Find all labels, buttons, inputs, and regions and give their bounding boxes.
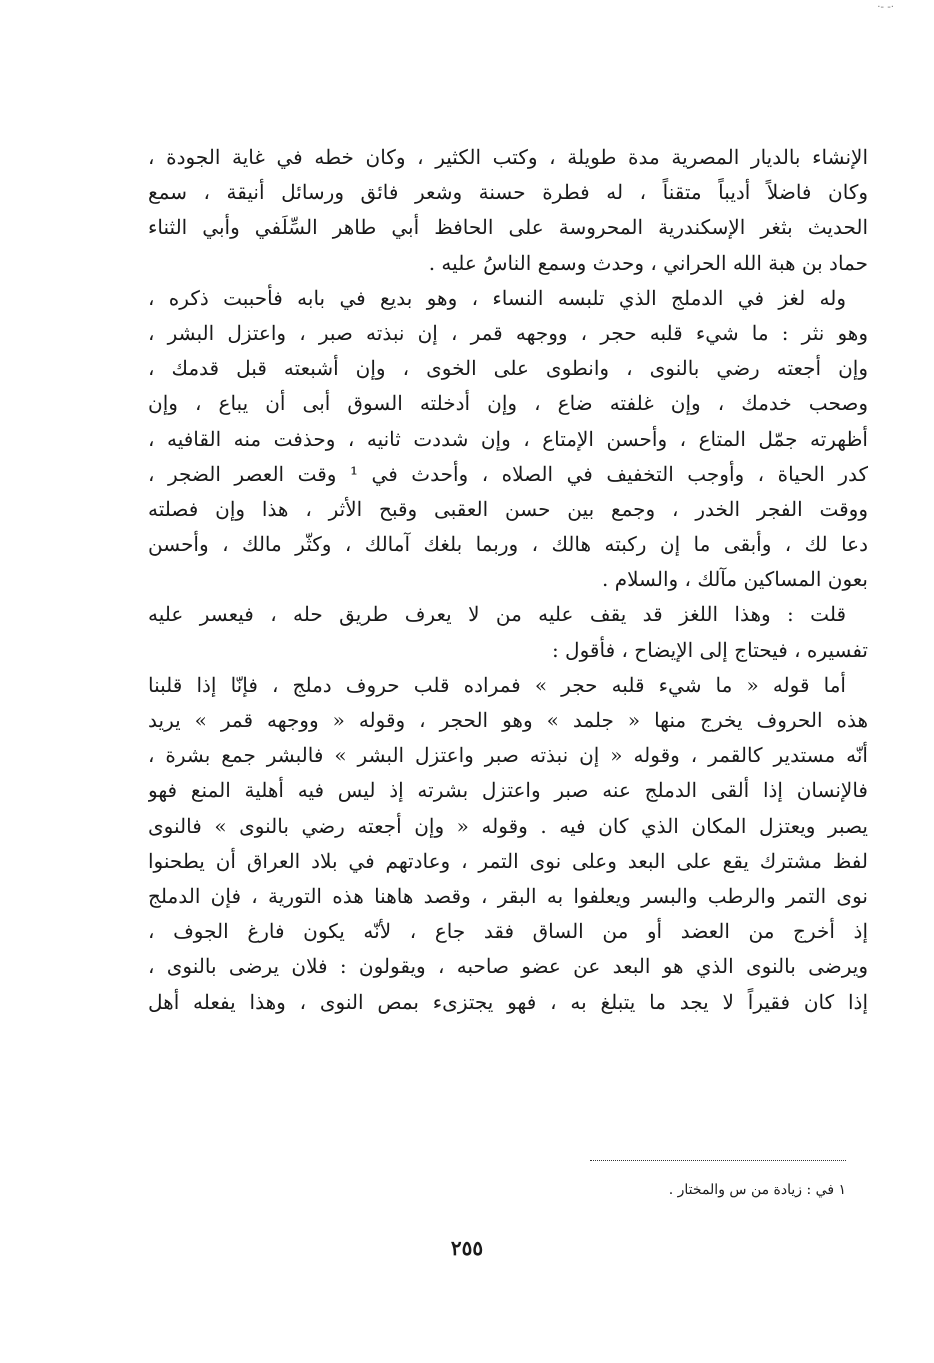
text-line: الحديث بثغر الإسكندرية المحروسة على الحافظ أبي طاهر السِّلَفي وأبي الثناء: [148, 215, 868, 240]
text-line: حماد بن هبة الله الحراني ، وحدث وسمع الناسُ عليه .: [428, 250, 868, 275]
text-line: إذا كان فقيراً لا يجد ما يتبلغ به ، فهو يجتزىء بمص النوى ، وهذا يفعله أهل: [148, 989, 868, 1014]
footnote-divider: [590, 1160, 846, 1161]
text-line: وله لغز في الدملج الذي تلبسه النساء ، وهو بديع في بابه فأحببت ذكره ،: [148, 285, 846, 310]
main-text: [148, 140, 868, 1020]
text-line: قلت : وهذا اللغز قد يقف عليه من لا يعرف طريق حله ، فيعسر عليه: [148, 602, 846, 627]
text-line: دعا لك ، وأبقى ما إن ركبته هالك ، وربما بلغك آمالك ، وكثّر مالك ، وأحسن: [148, 532, 868, 557]
text-line: أما قوله « ما شيء قلبه حجر » فمراده قلب حروف دملج ، فإنّا إذا قلبنا: [148, 672, 846, 697]
text-line: فالإنسان إذا ألقى الدملج عنه صبر واعتزل بشرته إذ ليس فيه أهلية المنع فهو: [148, 778, 868, 803]
text-line: وهو نثر : ما شيء قلبه حجر ، ووجهه قمر ، إن نبذته صبر ، واعتزل البشر ،: [148, 320, 868, 345]
text-line: هذه الحروف يخرج منها « جلمد » وهو الحجر ، وقوله « ووجهه قمر » يريد: [148, 708, 868, 732]
corner-scan-mark: ·- -·: [877, 2, 894, 13]
footnote: ١ في : زيادة من س والمختار .: [668, 1182, 846, 1198]
text-line: ووقت الفجر الخدر ، وجمع بين حسن العقبى وقبح الأثر ، هذا وإن فصلته: [148, 496, 868, 521]
page-number: ٢٥٥: [450, 1236, 484, 1260]
text-line: تفسيره ، فيحتاج إلى الإيضاح ، فأقول :: [551, 637, 868, 662]
text-line: نوى التمر والرطب والبسر ويعلفوا به البقر ، وقصد هاهنا هذه التورية ، فإن الدملج: [148, 883, 868, 908]
text-line: وإن أجعته رضي بالنوى ، وانطوى على الخوى ، وإن أشبعته قبل قدمك ،: [148, 356, 868, 381]
text-line: الإنشاء بالديار المصرية مدة طويلة ، وكتب الكثير ، وكان خطه في غاية الجودة ،: [148, 145, 868, 169]
text-line: ويرضى بالنوى الذي هو البعد عن عضو صاحبه ، ويقولون : فلان يرضى بالنوى ،: [148, 954, 868, 979]
text-line: بعون المساكين مآلك ، والسلام .: [602, 567, 868, 592]
text-line: يصبر ويعتزل المكان الذي كان فيه . وقوله « وإن أجعته رضي بالنوى » فالنوى: [148, 813, 868, 838]
text-line: وكان فاضلاً أديباً متقناً ، له فطرة حسنة وشعر فائق ورسائل أنيقة ، سمع: [148, 180, 868, 205]
text-line: أظهرته جمّل المتاع ، وأحسن الإمتاع ، وإن شددت ثانيه ، وحذفت منه القافيه ،: [148, 426, 868, 451]
text-line: وصحب خدمك ، وإن غلفته ضاع ، وإن أدخلته السوق أبى أن يباع ، وإن: [148, 391, 868, 416]
text-line: إذ أخرج من العضد أو من الساق فقد جاع ، لأنّه يكون فارغ الجوف ،: [148, 919, 868, 944]
text-line: أنّه مستدير كالقمر ، وقوله « إن نبذته صبر واعتزل البشر » فالبشر جمع بشرة ،: [148, 743, 868, 768]
text-line: كدر الحياة ، وأوجب التخفيف في الصلاه ، وأحدث في ¹ وقت العصر الضجر ،: [148, 461, 868, 486]
text-line: لفظ مشترك يقع على البعد وعلى نوى التمر ، وعادتهم في بلاد العراق أن يطحنوا: [148, 848, 868, 873]
